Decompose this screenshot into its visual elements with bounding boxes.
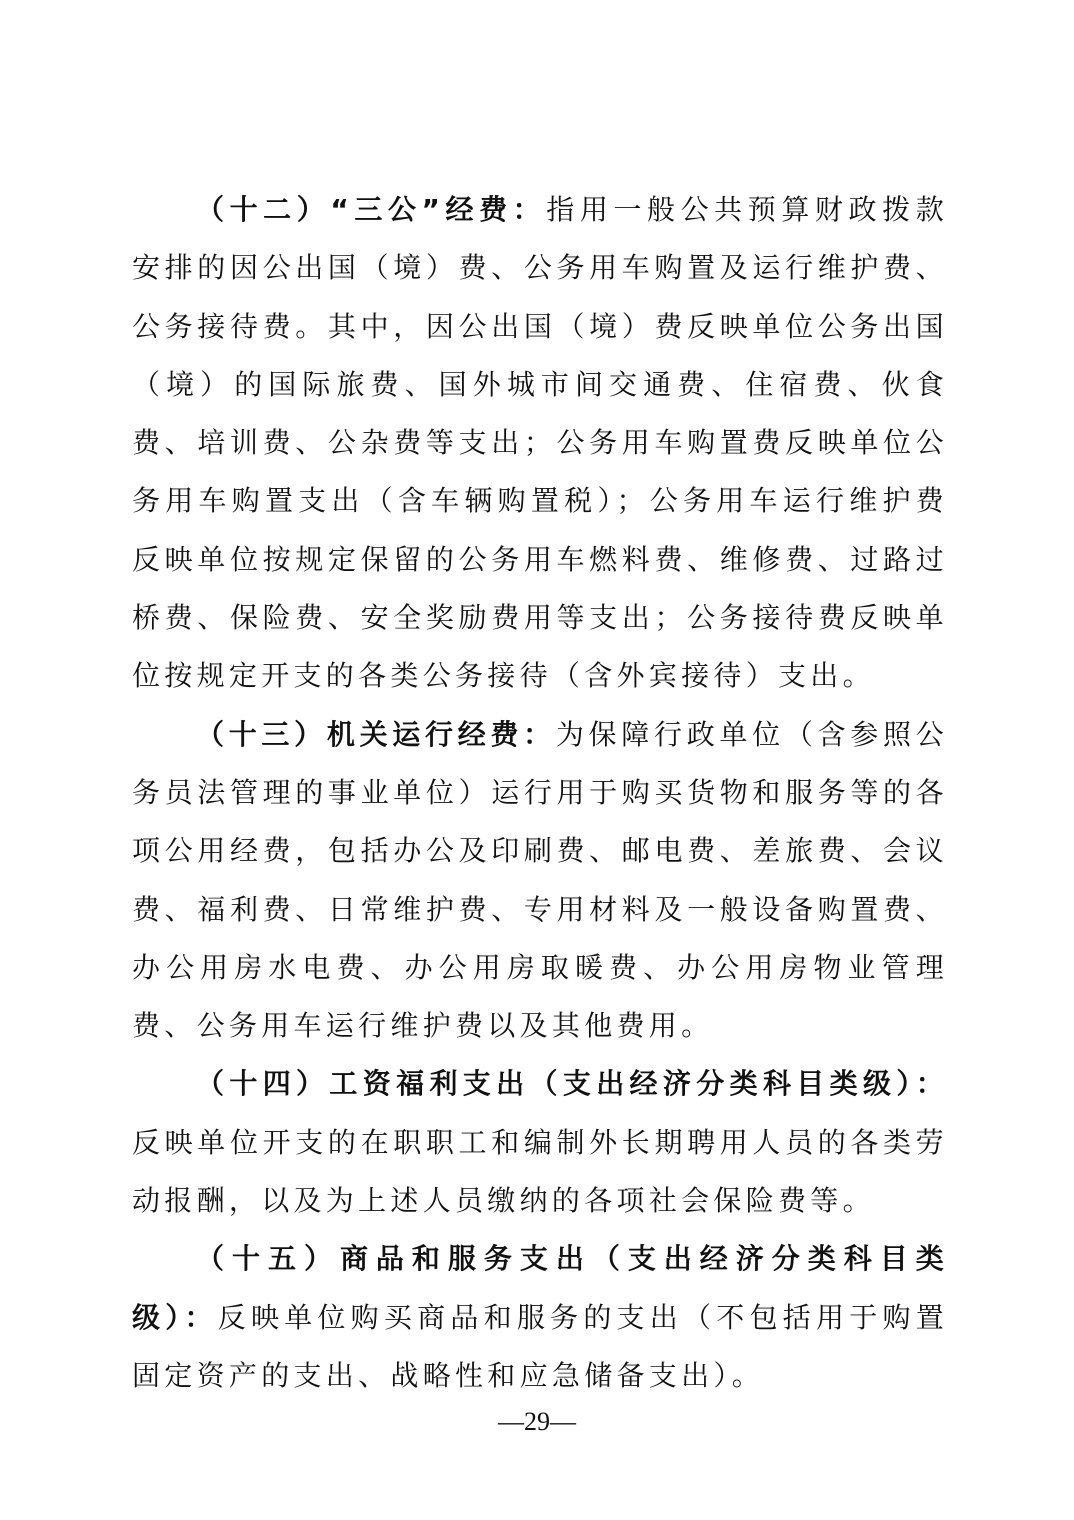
paragraph-text: 指用一般公共预算财政拨款安排的因公出国（境）费、公务用车购置及运行维护费、公务接待费。其中，因公出国（境）费反映单位公务出国（境）的国际旅费、国外城市间交通费、住宿费、伙食费、培训费、公杂费等支出；公务用车购置费反映单位公务用车购置支出（含车辆购置税）；公务用车运行维护费反映单位按规定保留的公务用车燃料费、维修费、过路过桥费、保险费、安全奖励费用等支出；公务接待费反映单位按规定开支的各类公务接待（含外宾接待）支出。 [132, 193, 948, 693]
paragraph-heading: （十四）工资福利支出（支出经济分类科目类级）： [196, 1067, 948, 1101]
paragraph-twelve [132, 181, 948, 706]
paragraph-text: 反映单位购买商品和服务的支出（不包括用于购置固定资产的支出、战略性和应急储备支出）。 [132, 1300, 948, 1392]
paragraph-heading: （十二）“三公”经费： [196, 193, 547, 226]
paragraph-heading: （十三）机关运行经费： [196, 717, 556, 751]
paragraph-text: 反映单位开支的在职职工和编制外长期聘用人员的各类劳动报酬，以及为上述人员缴纳的各项社会保险费等。 [132, 1125, 948, 1218]
paragraph-fifteen [132, 1230, 948, 1405]
page-number: —29— [498, 1407, 576, 1436]
paragraph-fourteen [132, 1055, 948, 1230]
paragraph-thirteen [132, 706, 948, 1056]
paragraph-heading: （十五）商品和服务支出（支出经济分类科目类级）： [132, 1242, 948, 1334]
paragraph-text: 为保障行政单位（含参照公务员法管理的事业单位）运行用于购买货物和服务等的各项公用经费，包括办公及印刷费、邮电费、差旅费、会议费、福利费、日常维护费、专用材料及一般设备购置费、办公用房水电费、办公用房取暖费、办公用房物业管理费、公务用车运行维护费以及其他费用。 [132, 717, 948, 1043]
document-body [132, 181, 948, 1405]
